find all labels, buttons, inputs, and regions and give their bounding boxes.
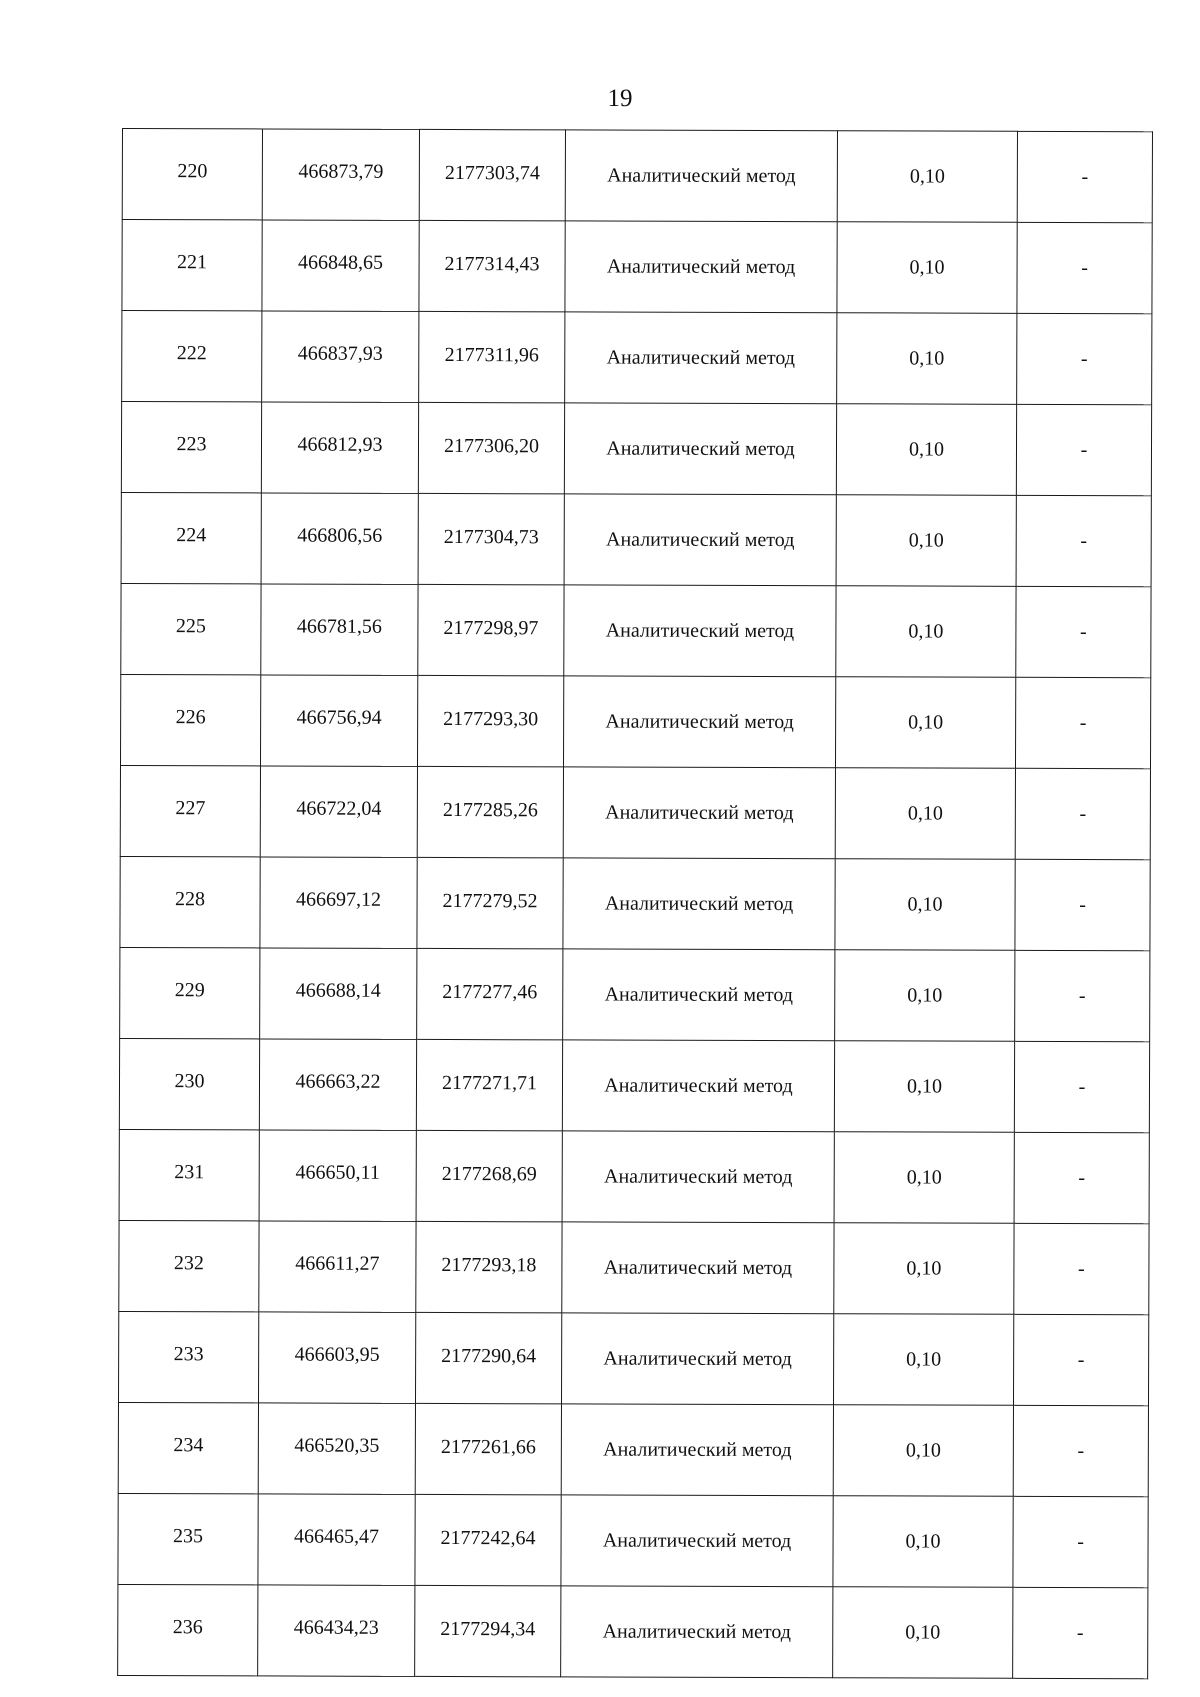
coordinate-y: 2177314,43 [419, 220, 565, 311]
coordinate-x: 466611,27 [259, 1221, 416, 1312]
method: Аналитический метод [565, 221, 837, 313]
table-row [119, 1129, 1149, 1223]
table-row [119, 1038, 1149, 1132]
note: - [1013, 1405, 1148, 1496]
table-row [118, 1584, 1148, 1678]
point-number: 226 [120, 674, 260, 765]
point-number: 230 [119, 1038, 259, 1129]
accuracy: 0,10 [833, 1496, 1013, 1588]
method: Аналитический метод [565, 130, 837, 222]
point-number: 233 [118, 1311, 258, 1402]
note: - [1017, 313, 1152, 404]
coordinate-x: 466806,56 [261, 493, 418, 584]
table-row [120, 856, 1150, 950]
coordinate-y: 2177261,66 [415, 1403, 561, 1494]
table-row [121, 402, 1151, 496]
point-number: 235 [118, 1493, 258, 1584]
point-number: 223 [121, 402, 261, 493]
coordinates-table [117, 128, 1153, 1679]
coordinate-y: 2177311,96 [419, 311, 565, 402]
accuracy: 0,10 [834, 1132, 1014, 1224]
note: - [1017, 131, 1152, 222]
point-number: 220 [122, 129, 262, 220]
table-row [122, 220, 1152, 314]
method: Аналитический метод [565, 312, 837, 404]
table-row [120, 765, 1150, 859]
method: Аналитический метод [562, 1222, 834, 1314]
coordinate-y: 2177242,64 [415, 1494, 561, 1585]
coordinate-y: 2177293,30 [417, 675, 563, 766]
note: - [1015, 950, 1150, 1041]
point-number: 236 [118, 1584, 258, 1675]
coordinate-x: 466650,11 [259, 1130, 416, 1221]
coordinate-y: 2177277,46 [417, 948, 563, 1039]
note: - [1014, 1132, 1149, 1223]
accuracy: 0,10 [834, 1223, 1014, 1315]
coordinate-x: 466465,47 [258, 1494, 415, 1585]
table-row [122, 311, 1152, 405]
coordinate-x: 466603,95 [258, 1312, 415, 1403]
coordinate-y: 2177298,97 [418, 584, 564, 675]
point-number: 221 [122, 220, 262, 311]
method: Аналитический метод [561, 1313, 833, 1405]
coordinate-y: 2177304,73 [418, 493, 564, 584]
coordinate-y: 2177285,26 [417, 766, 563, 857]
page-number: 19 [607, 85, 633, 112]
note: - [1016, 495, 1151, 586]
accuracy: 0,10 [837, 131, 1017, 223]
method: Аналитический метод [562, 1040, 834, 1132]
note: - [1017, 222, 1152, 313]
table-row [121, 492, 1151, 586]
accuracy: 0,10 [835, 859, 1015, 951]
accuracy: 0,10 [836, 404, 1016, 496]
method: Аналитический метод [563, 767, 835, 859]
note: - [1015, 768, 1150, 859]
accuracy: 0,10 [833, 1314, 1013, 1406]
method: Аналитический метод [561, 1495, 833, 1587]
note: - [1014, 1223, 1149, 1314]
coordinate-x: 466520,35 [258, 1403, 415, 1494]
accuracy: 0,10 [835, 768, 1015, 860]
coordinate-y: 2177293,18 [416, 1221, 562, 1312]
point-number: 222 [122, 311, 262, 402]
accuracy: 0,10 [836, 586, 1016, 678]
coordinate-x: 466837,93 [262, 311, 419, 402]
note: - [1016, 404, 1151, 495]
coordinate-y: 2177279,52 [417, 857, 563, 948]
table-row [120, 947, 1150, 1041]
coordinate-y: 2177303,74 [419, 129, 565, 220]
coordinate-x: 466848,65 [262, 220, 419, 311]
note: - [1015, 677, 1150, 768]
method: Аналитический метод [562, 1131, 834, 1223]
method: Аналитический метод [563, 858, 835, 950]
coordinate-x: 466756,94 [260, 675, 417, 766]
point-number: 225 [121, 583, 261, 674]
coordinate-y: 2177306,20 [418, 402, 564, 493]
method: Аналитический метод [564, 585, 836, 677]
method: Аналитический метод [564, 403, 836, 495]
note: - [1015, 859, 1150, 950]
accuracy: 0,10 [833, 1405, 1013, 1497]
table-row [118, 1493, 1148, 1587]
note: - [1013, 1314, 1148, 1405]
point-number: 232 [119, 1220, 259, 1311]
table-row [118, 1402, 1148, 1496]
accuracy: 0,10 [837, 222, 1017, 314]
method: Аналитический метод [561, 1404, 833, 1496]
coordinate-y: 2177290,64 [415, 1312, 561, 1403]
note: - [1013, 1496, 1148, 1587]
point-number: 229 [120, 947, 260, 1038]
note: - [1013, 1587, 1148, 1678]
coordinate-y: 2177271,71 [416, 1039, 562, 1130]
table-row [119, 1220, 1149, 1314]
method: Аналитический метод [563, 676, 835, 768]
accuracy: 0,10 [837, 313, 1017, 405]
note: - [1014, 1041, 1149, 1132]
coordinate-x: 466663,22 [259, 1039, 416, 1130]
coordinate-x: 466688,14 [260, 948, 417, 1039]
table-row [118, 1311, 1148, 1405]
coordinate-x: 466697,12 [260, 857, 417, 948]
point-number: 234 [118, 1402, 258, 1493]
accuracy: 0,10 [835, 950, 1015, 1042]
table-row [120, 674, 1150, 768]
coordinate-x: 466873,79 [262, 129, 419, 220]
coordinate-x: 466781,56 [261, 584, 418, 675]
point-number: 227 [120, 765, 260, 856]
point-number: 224 [121, 492, 261, 583]
accuracy: 0,10 [833, 1587, 1013, 1679]
coordinate-x: 466722,04 [260, 766, 417, 857]
point-number: 231 [119, 1129, 259, 1220]
accuracy: 0,10 [836, 495, 1016, 587]
coordinate-y: 2177268,69 [416, 1130, 562, 1221]
coordinate-x: 466812,93 [261, 402, 418, 493]
method: Аналитический метод [561, 1586, 833, 1678]
table-row [121, 583, 1151, 677]
note: - [1016, 586, 1151, 677]
coordinate-y: 2177294,34 [415, 1585, 561, 1676]
accuracy: 0,10 [835, 677, 1015, 769]
accuracy: 0,10 [834, 1041, 1014, 1133]
method: Аналитический метод [563, 949, 835, 1041]
method: Аналитический метод [564, 494, 836, 586]
table-row [122, 129, 1152, 223]
coordinate-x: 466434,23 [258, 1585, 415, 1676]
point-number: 228 [120, 856, 260, 947]
